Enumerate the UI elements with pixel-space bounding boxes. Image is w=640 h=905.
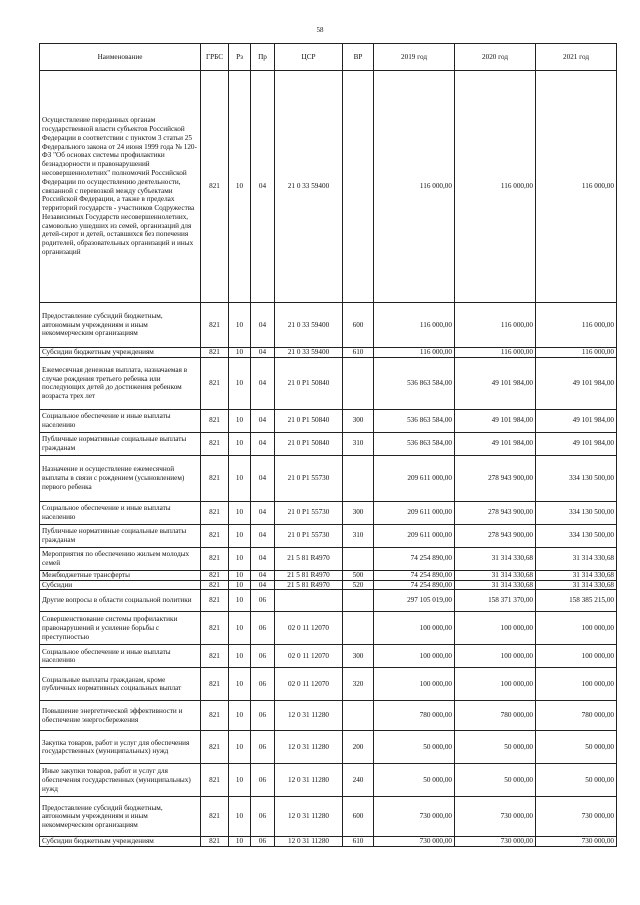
item-pr: 04 bbox=[251, 547, 275, 570]
table-row bbox=[40, 432, 617, 455]
item-rz: 10 bbox=[229, 432, 251, 455]
item-csr: 02 0 11 12070 bbox=[275, 668, 343, 701]
item-amount-2020: 730 000,00 bbox=[455, 797, 536, 837]
table-row bbox=[40, 764, 617, 797]
item-grbs: 821 bbox=[201, 409, 229, 432]
item-amount-2020: 116 000,00 bbox=[455, 71, 536, 303]
item-rz: 10 bbox=[229, 357, 251, 409]
table-row bbox=[40, 547, 617, 570]
item-vr: 240 bbox=[343, 764, 374, 797]
item-grbs: 821 bbox=[201, 303, 229, 348]
item-grbs: 821 bbox=[201, 570, 229, 580]
item-name: Мероприятия по обеспечению жильем молодых семей bbox=[40, 547, 201, 570]
item-vr: 500 bbox=[343, 570, 374, 580]
item-grbs: 821 bbox=[201, 524, 229, 547]
item-amount-2020: 158 371 370,00 bbox=[455, 590, 536, 612]
table-row bbox=[40, 501, 617, 524]
item-amount-2019: 536 863 584,00 bbox=[374, 357, 455, 409]
item-rz: 10 bbox=[229, 645, 251, 668]
item-amount-2020: 49 101 984,00 bbox=[455, 409, 536, 432]
item-vr: 300 bbox=[343, 501, 374, 524]
item-csr: 21 0 P1 55730 bbox=[275, 501, 343, 524]
item-grbs: 821 bbox=[201, 701, 229, 731]
item-grbs: 821 bbox=[201, 455, 229, 501]
item-pr: 04 bbox=[251, 348, 275, 358]
item-amount-2020: 31 314 330,68 bbox=[455, 547, 536, 570]
item-amount-2021: 334 130 500,00 bbox=[536, 524, 617, 547]
item-rz: 10 bbox=[229, 303, 251, 348]
item-rz: 10 bbox=[229, 668, 251, 701]
item-grbs: 821 bbox=[201, 348, 229, 358]
item-name: Повышение энергетической эффективности и обеспечение энергосбережения bbox=[40, 701, 201, 731]
item-pr: 06 bbox=[251, 764, 275, 797]
item-grbs: 821 bbox=[201, 357, 229, 409]
table-row bbox=[40, 590, 617, 612]
item-name: Субсидии бюджетным учреждениям bbox=[40, 837, 201, 847]
item-name: Субсидии бюджетным учреждениям bbox=[40, 348, 201, 358]
item-name: Другие вопросы в области социальной политики bbox=[40, 590, 201, 612]
item-vr: 600 bbox=[343, 303, 374, 348]
item-csr: 21 5 81 R4970 bbox=[275, 580, 343, 590]
item-rz: 10 bbox=[229, 701, 251, 731]
item-name: Ежемесячная денежная выплата, назначаемая в случае рождения третьего ребенка или последующих детей до достижения ребенком возраста трех лет bbox=[40, 357, 201, 409]
item-rz: 10 bbox=[229, 348, 251, 358]
item-pr: 04 bbox=[251, 432, 275, 455]
item-amount-2020: 31 314 330,68 bbox=[455, 580, 536, 590]
item-amount-2020: 278 943 900,00 bbox=[455, 455, 536, 501]
item-csr: 12 0 31 11280 bbox=[275, 701, 343, 731]
item-amount-2021: 49 101 984,00 bbox=[536, 432, 617, 455]
item-amount-2019: 780 000,00 bbox=[374, 701, 455, 731]
item-rz: 10 bbox=[229, 547, 251, 570]
page-number: 58 bbox=[316, 26, 324, 34]
item-rz: 10 bbox=[229, 731, 251, 764]
table-row bbox=[40, 524, 617, 547]
item-amount-2021: 116 000,00 bbox=[536, 348, 617, 358]
table-row bbox=[40, 731, 617, 764]
item-csr: 21 0 P1 50840 bbox=[275, 357, 343, 409]
item-amount-2019: 74 254 890,00 bbox=[374, 570, 455, 580]
item-vr: 310 bbox=[343, 524, 374, 547]
item-amount-2019: 209 611 000,00 bbox=[374, 501, 455, 524]
item-name: Социальное обеспечение и иные выплаты населению bbox=[40, 409, 201, 432]
item-vr bbox=[343, 455, 374, 501]
item-csr: 12 0 31 11280 bbox=[275, 797, 343, 837]
item-amount-2019: 74 254 890,00 bbox=[374, 547, 455, 570]
header-rz: Рз bbox=[229, 44, 251, 71]
table-row bbox=[40, 409, 617, 432]
item-name: Предоставление субсидий бюджетным, автономным учреждениям и иным некоммерческим организациям bbox=[40, 797, 201, 837]
item-amount-2021: 158 385 215,00 bbox=[536, 590, 617, 612]
item-rz: 10 bbox=[229, 837, 251, 847]
item-pr: 04 bbox=[251, 71, 275, 303]
item-vr bbox=[343, 590, 374, 612]
item-vr: 200 bbox=[343, 731, 374, 764]
item-amount-2019: 100 000,00 bbox=[374, 645, 455, 668]
item-csr: 21 0 P1 55730 bbox=[275, 455, 343, 501]
item-grbs: 821 bbox=[201, 764, 229, 797]
item-pr: 06 bbox=[251, 797, 275, 837]
item-amount-2019: 209 611 000,00 bbox=[374, 455, 455, 501]
item-amount-2021: 31 314 330,68 bbox=[536, 580, 617, 590]
item-amount-2021: 116 000,00 bbox=[536, 71, 617, 303]
item-amount-2021: 780 000,00 bbox=[536, 701, 617, 731]
item-amount-2021: 31 314 330,68 bbox=[536, 570, 617, 580]
item-amount-2021: 730 000,00 bbox=[536, 797, 617, 837]
header-grbs: ГРБС bbox=[201, 44, 229, 71]
item-grbs: 821 bbox=[201, 668, 229, 701]
item-amount-2019: 100 000,00 bbox=[374, 668, 455, 701]
item-amount-2019: 100 000,00 bbox=[374, 612, 455, 645]
item-csr: 12 0 31 11280 bbox=[275, 731, 343, 764]
item-name: Публичные нормативные социальные выплаты гражданам bbox=[40, 524, 201, 547]
item-amount-2020: 780 000,00 bbox=[455, 701, 536, 731]
item-rz: 10 bbox=[229, 409, 251, 432]
item-amount-2020: 116 000,00 bbox=[455, 348, 536, 358]
item-pr: 06 bbox=[251, 645, 275, 668]
item-csr: 21 0 33 59400 bbox=[275, 303, 343, 348]
header-2021: 2021 год bbox=[536, 44, 617, 71]
table-row bbox=[40, 580, 617, 590]
item-pr: 04 bbox=[251, 580, 275, 590]
item-rz: 10 bbox=[229, 570, 251, 580]
item-amount-2020: 100 000,00 bbox=[455, 668, 536, 701]
item-amount-2020: 278 943 900,00 bbox=[455, 524, 536, 547]
item-grbs: 821 bbox=[201, 501, 229, 524]
item-csr bbox=[275, 590, 343, 612]
table-row bbox=[40, 797, 617, 837]
table-row bbox=[40, 701, 617, 731]
item-pr: 06 bbox=[251, 612, 275, 645]
item-pr: 06 bbox=[251, 837, 275, 847]
item-name: Публичные нормативные социальные выплаты гражданам bbox=[40, 432, 201, 455]
item-csr: 02 0 11 12070 bbox=[275, 612, 343, 645]
item-rz: 10 bbox=[229, 764, 251, 797]
item-amount-2021: 334 130 500,00 bbox=[536, 501, 617, 524]
header-row bbox=[40, 44, 617, 71]
item-name: Осуществление переданных органам государственной власти субъектов Российской Федерации в соответствии с пунктом 3 статьи 25 Федерального закона от 24 июня 1999 года № 120-ФЗ "Об основах системы профилактики безнадзорности и правонарушений несовершеннолетних" полномочий Российской Федерации по осуществлению деятельности, связанной с перевозкой между субъектами Российской Федерации, а также в пределах территорий государств - участников Содружества Независимых Государств несовершеннолетних, самовольно ушедших из семей, организаций для детей-сирот и детей, оставшихся без попечения родителей, образовательных организаций и иных организаций bbox=[40, 71, 201, 303]
table-row bbox=[40, 303, 617, 348]
item-csr: 21 5 81 R4970 bbox=[275, 547, 343, 570]
item-rz: 10 bbox=[229, 524, 251, 547]
item-pr: 04 bbox=[251, 409, 275, 432]
item-amount-2019: 74 254 890,00 bbox=[374, 580, 455, 590]
table-row bbox=[40, 612, 617, 645]
item-pr: 04 bbox=[251, 455, 275, 501]
item-vr: 310 bbox=[343, 432, 374, 455]
item-pr: 06 bbox=[251, 590, 275, 612]
item-pr: 06 bbox=[251, 668, 275, 701]
item-amount-2021: 49 101 984,00 bbox=[536, 357, 617, 409]
item-rz: 10 bbox=[229, 71, 251, 303]
item-rz: 10 bbox=[229, 501, 251, 524]
item-amount-2020: 100 000,00 bbox=[455, 612, 536, 645]
item-rz: 10 bbox=[229, 590, 251, 612]
item-amount-2019: 116 000,00 bbox=[374, 71, 455, 303]
item-amount-2019: 536 863 584,00 bbox=[374, 432, 455, 455]
item-amount-2021: 31 314 330,68 bbox=[536, 547, 617, 570]
item-name: Предоставление субсидий бюджетным, автономным учреждениям и иным некоммерческим организациям bbox=[40, 303, 201, 348]
item-amount-2019: 730 000,00 bbox=[374, 797, 455, 837]
item-pr: 04 bbox=[251, 303, 275, 348]
item-csr: 21 0 P1 50840 bbox=[275, 432, 343, 455]
item-name: Социальное обеспечение и иные выплаты населению bbox=[40, 501, 201, 524]
item-amount-2021: 50 000,00 bbox=[536, 731, 617, 764]
item-grbs: 821 bbox=[201, 837, 229, 847]
item-amount-2020: 49 101 984,00 bbox=[455, 357, 536, 409]
item-pr: 04 bbox=[251, 524, 275, 547]
item-amount-2021: 116 000,00 bbox=[536, 303, 617, 348]
item-amount-2020: 116 000,00 bbox=[455, 303, 536, 348]
item-grbs: 821 bbox=[201, 731, 229, 764]
header-vr: ВР bbox=[343, 44, 374, 71]
item-vr bbox=[343, 701, 374, 731]
item-amount-2019: 116 000,00 bbox=[374, 348, 455, 358]
item-grbs: 821 bbox=[201, 645, 229, 668]
table-row bbox=[40, 71, 617, 303]
table-row bbox=[40, 348, 617, 358]
item-rz: 10 bbox=[229, 580, 251, 590]
item-amount-2020: 49 101 984,00 bbox=[455, 432, 536, 455]
table-row bbox=[40, 570, 617, 580]
item-rz: 10 bbox=[229, 797, 251, 837]
header-2020: 2020 год bbox=[455, 44, 536, 71]
item-name: Социальные выплаты гражданам, кроме публичных нормативных социальных выплат bbox=[40, 668, 201, 701]
item-grbs: 821 bbox=[201, 547, 229, 570]
item-amount-2021: 730 000,00 bbox=[536, 837, 617, 847]
table-row bbox=[40, 357, 617, 409]
item-vr: 300 bbox=[343, 409, 374, 432]
item-csr: 12 0 31 11280 bbox=[275, 764, 343, 797]
item-amount-2019: 209 611 000,00 bbox=[374, 524, 455, 547]
item-csr: 21 0 P1 55730 bbox=[275, 524, 343, 547]
table-row bbox=[40, 837, 617, 847]
item-amount-2021: 49 101 984,00 bbox=[536, 409, 617, 432]
budget-table bbox=[39, 43, 617, 847]
item-csr: 21 0 33 59400 bbox=[275, 348, 343, 358]
item-vr: 610 bbox=[343, 837, 374, 847]
item-name: Иные закупки товаров, работ и услуг для обеспечения государственных (муниципальных) нужд bbox=[40, 764, 201, 797]
item-vr: 320 bbox=[343, 668, 374, 701]
item-amount-2020: 31 314 330,68 bbox=[455, 570, 536, 580]
item-grbs: 821 bbox=[201, 580, 229, 590]
item-pr: 04 bbox=[251, 570, 275, 580]
item-name: Совершенствование системы профилактики правонарушений и усиление борьбы с преступностью bbox=[40, 612, 201, 645]
item-amount-2020: 100 000,00 bbox=[455, 645, 536, 668]
item-rz: 10 bbox=[229, 455, 251, 501]
table-row bbox=[40, 668, 617, 701]
item-amount-2021: 100 000,00 bbox=[536, 668, 617, 701]
item-name: Социальное обеспечение и иные выплаты населению bbox=[40, 645, 201, 668]
item-name: Закупка товаров, работ и услуг для обеспечения государственных (муниципальных) нужд bbox=[40, 731, 201, 764]
item-amount-2019: 116 000,00 bbox=[374, 303, 455, 348]
item-pr: 06 bbox=[251, 731, 275, 764]
item-vr bbox=[343, 71, 374, 303]
item-grbs: 821 bbox=[201, 432, 229, 455]
item-name: Назначение и осуществление ежемесячной выплаты в связи с рождением (усыновлением) первого ребенка bbox=[40, 455, 201, 501]
header-pr: Пр bbox=[251, 44, 275, 71]
item-amount-2019: 730 000,00 bbox=[374, 837, 455, 847]
item-pr: 04 bbox=[251, 357, 275, 409]
item-pr: 06 bbox=[251, 701, 275, 731]
item-name: Межбюджетные трансферты bbox=[40, 570, 201, 580]
header-2019: 2019 год bbox=[374, 44, 455, 71]
item-vr: 520 bbox=[343, 580, 374, 590]
item-amount-2019: 50 000,00 bbox=[374, 731, 455, 764]
item-amount-2021: 50 000,00 bbox=[536, 764, 617, 797]
item-vr bbox=[343, 547, 374, 570]
item-csr: 21 5 81 R4970 bbox=[275, 570, 343, 580]
header-csr: ЦСР bbox=[275, 44, 343, 71]
item-csr: 21 0 P1 50840 bbox=[275, 409, 343, 432]
item-grbs: 821 bbox=[201, 612, 229, 645]
item-amount-2019: 297 105 019,00 bbox=[374, 590, 455, 612]
item-amount-2019: 50 000,00 bbox=[374, 764, 455, 797]
item-csr: 02 0 11 12070 bbox=[275, 645, 343, 668]
item-grbs: 821 bbox=[201, 797, 229, 837]
item-name: Субсидии bbox=[40, 580, 201, 590]
item-pr: 04 bbox=[251, 501, 275, 524]
item-grbs: 821 bbox=[201, 590, 229, 612]
item-csr: 21 0 33 59400 bbox=[275, 71, 343, 303]
item-amount-2021: 100 000,00 bbox=[536, 612, 617, 645]
item-vr: 600 bbox=[343, 797, 374, 837]
item-amount-2020: 50 000,00 bbox=[455, 764, 536, 797]
item-vr: 300 bbox=[343, 645, 374, 668]
item-vr bbox=[343, 612, 374, 645]
table-row bbox=[40, 455, 617, 501]
item-amount-2020: 50 000,00 bbox=[455, 731, 536, 764]
item-amount-2021: 100 000,00 bbox=[536, 645, 617, 668]
item-amount-2020: 278 943 900,00 bbox=[455, 501, 536, 524]
item-amount-2020: 730 000,00 bbox=[455, 837, 536, 847]
item-grbs: 821 bbox=[201, 71, 229, 303]
item-rz: 10 bbox=[229, 612, 251, 645]
table-row bbox=[40, 645, 617, 668]
item-csr: 12 0 31 11280 bbox=[275, 837, 343, 847]
item-vr bbox=[343, 357, 374, 409]
header-name: Наименование bbox=[40, 44, 201, 71]
item-amount-2019: 536 863 584,00 bbox=[374, 409, 455, 432]
item-amount-2021: 334 130 500,00 bbox=[536, 455, 617, 501]
item-vr: 610 bbox=[343, 348, 374, 358]
